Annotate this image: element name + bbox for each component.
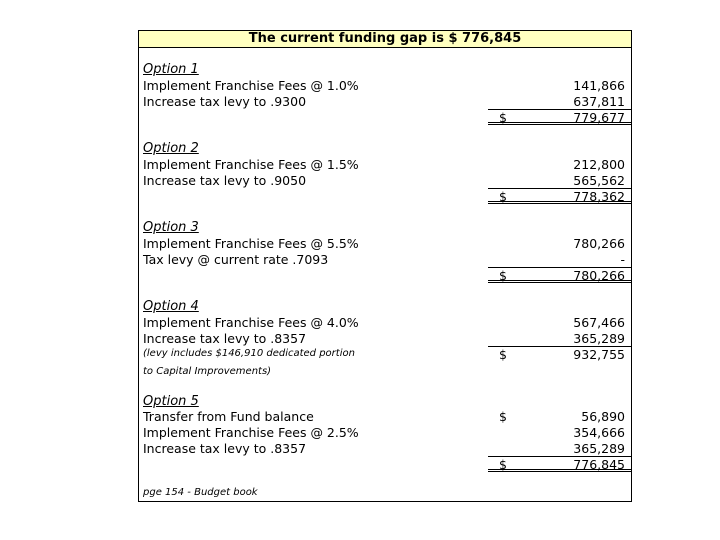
dollar-sign: $	[499, 110, 507, 125]
dollar-sign: $	[499, 347, 507, 362]
option-2-total-row	[139, 188, 631, 204]
line-label: Implement Franchise Fees @ 2.5%	[143, 425, 359, 440]
option-5-total-cell	[488, 456, 631, 472]
line-amount: 637,811	[573, 94, 625, 109]
option-3-line-2	[139, 252, 631, 268]
option-name: Option 2	[143, 141, 199, 156]
line-label: Increase tax levy to .8357	[143, 441, 307, 456]
option-name: Option 5	[143, 394, 199, 409]
option-4-line-2	[139, 331, 631, 347]
dollar-sign: $	[499, 457, 507, 472]
option-4-total-cell	[488, 346, 631, 362]
dollar-sign: $	[499, 409, 507, 424]
option-4-note-row-2	[139, 364, 631, 380]
total-amount: 780,266	[573, 268, 625, 283]
line-label: Implement Franchise Fees @ 1.0%	[143, 78, 359, 93]
option-name: Option 3	[143, 220, 199, 235]
option-3-total-cell	[488, 267, 631, 283]
levy-note-line-1: (levy includes $146,910 dedicated portion	[143, 348, 355, 359]
line-amount: 567,466	[573, 315, 625, 330]
line-amount: 780,266	[573, 236, 625, 251]
line-label: Transfer from Fund balance	[143, 409, 314, 424]
option-5-line-3	[139, 441, 631, 457]
funding-gap-title: The current funding gap is $ 776,845	[139, 31, 631, 48]
total-amount: 776,845	[573, 457, 625, 472]
total-amount: 932,755	[573, 347, 625, 362]
line-amount: 56,890	[581, 409, 625, 424]
option-3-total-row	[139, 267, 631, 283]
option-3-heading	[139, 220, 631, 236]
option-4-note-row	[139, 346, 631, 362]
source-footnote: pge 154 - Budget book	[143, 487, 258, 498]
budget-sheet	[138, 30, 632, 502]
line-amount: 565,562	[573, 173, 625, 188]
line-amount: 141,866	[573, 78, 625, 93]
line-amount: 354,666	[573, 425, 625, 440]
line-label: Increase tax levy to .9300	[143, 94, 307, 109]
option-1-total-cell	[488, 109, 631, 125]
option-4-heading	[139, 299, 631, 315]
option-5-heading	[139, 394, 631, 410]
option-name: Option 1	[143, 62, 199, 77]
line-label: Tax levy @ current rate .7093	[143, 252, 329, 267]
option-1-heading	[139, 62, 631, 78]
levy-note-line-2: to Capital Improvements)	[143, 366, 272, 377]
option-5-total-row	[139, 456, 631, 472]
line-amount: 365,289	[573, 441, 625, 456]
option-2-line-1	[139, 157, 631, 173]
option-2-total-cell	[488, 188, 631, 204]
line-label: Implement Franchise Fees @ 1.5%	[143, 157, 359, 172]
option-name: Option 4	[143, 299, 199, 314]
line-amount: 212,800	[573, 157, 625, 172]
line-label: Increase tax levy to .9050	[143, 173, 307, 188]
total-amount: 779,677	[573, 110, 625, 125]
line-amount: -	[620, 252, 625, 267]
option-2-line-2	[139, 173, 631, 189]
option-2-heading	[139, 141, 631, 157]
line-label: Implement Franchise Fees @ 4.0%	[143, 315, 359, 330]
dollar-sign: $	[499, 189, 507, 204]
dollar-sign: $	[499, 268, 507, 283]
option-1-line-2	[139, 94, 631, 110]
option-5-line-2	[139, 425, 631, 441]
option-1-total-row	[139, 109, 631, 125]
option-5-line-1	[139, 409, 631, 425]
option-1-line-1	[139, 78, 631, 94]
option-3-line-1	[139, 236, 631, 252]
option-4-line-1	[139, 315, 631, 331]
line-amount: 365,289	[573, 331, 625, 346]
line-label: Increase tax levy to .8357	[143, 331, 307, 346]
total-amount: 778,362	[573, 189, 625, 204]
line-label: Implement Franchise Fees @ 5.5%	[143, 236, 359, 251]
